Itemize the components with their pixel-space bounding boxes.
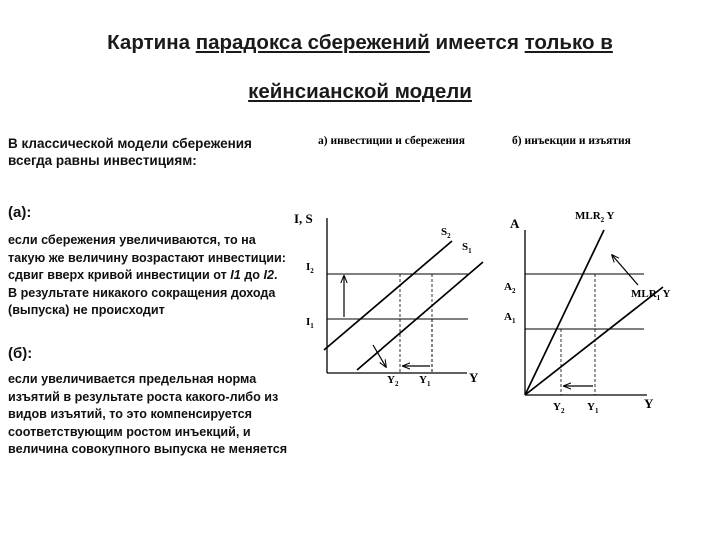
case-b-label: (б): bbox=[8, 345, 33, 362]
series-s2-line bbox=[324, 241, 452, 350]
series-a2-label: $A_2$ bbox=[504, 281, 516, 295]
x-marker-y2: $Y_2$ bbox=[387, 374, 399, 388]
x-marker-b-y2: $Y_2$ bbox=[553, 401, 565, 415]
chart-a-y-label: I, S bbox=[294, 211, 313, 226]
series-mlr1-label: $MLR_1$ Y bbox=[631, 288, 671, 302]
chart-b-y-label: A bbox=[510, 216, 520, 231]
page-title-line-1: Картина парадокса сбережений имеется только в bbox=[107, 31, 613, 54]
x-marker-y1: $Y_1$ bbox=[419, 374, 431, 388]
chart-b bbox=[504, 135, 671, 415]
chart-a bbox=[294, 135, 483, 388]
arrow-s1-to-s2 bbox=[373, 345, 386, 367]
series-s2-label: $S_2$ bbox=[441, 226, 451, 240]
series-mlr2-line bbox=[525, 230, 604, 395]
arrow-mlr1-to-mlr2 bbox=[612, 255, 638, 285]
page-title-line-2: кейнсианской модели bbox=[248, 80, 472, 103]
chart-b-title: б) инъекции и изъятия bbox=[512, 135, 631, 147]
x-marker-b-y1: $Y_1$ bbox=[587, 401, 599, 415]
series-i1-label: $I_1$ bbox=[306, 316, 314, 330]
case-a-text: если сбережения увеличиваются, то на такую же величину возрастают инвестиции: сдвиг вверх кривой инвестиции от I1 до I2. В результате никакого сокращения дохода (выпуска) не происходит bbox=[8, 233, 286, 318]
series-mlr1-line bbox=[525, 287, 663, 395]
intro-text: В классической модели сбережения всегда равны инвестициям: bbox=[8, 136, 252, 168]
series-mlr2-label: $MLR_2$ Y bbox=[575, 210, 615, 224]
series-s1-line bbox=[357, 262, 483, 370]
series-s1-label: $S_1$ bbox=[462, 241, 472, 255]
chart-b-x-label: Y bbox=[644, 396, 654, 411]
case-a-label: (а): bbox=[8, 204, 32, 221]
case-b-text: если увеличивается предельная норма изъятий в результате роста какого-либо из видов изъятий, то это компенсируется соответствующим ростом инъекций, и величина совокупного выпуска не меняется bbox=[8, 372, 288, 457]
series-i2-label: $I_2$ bbox=[306, 261, 314, 275]
series-a1-label: $A_1$ bbox=[504, 311, 516, 325]
chart-a-x-label: Y bbox=[469, 370, 479, 385]
chart-a-title: а) инвестиции и сбережения bbox=[318, 135, 466, 147]
